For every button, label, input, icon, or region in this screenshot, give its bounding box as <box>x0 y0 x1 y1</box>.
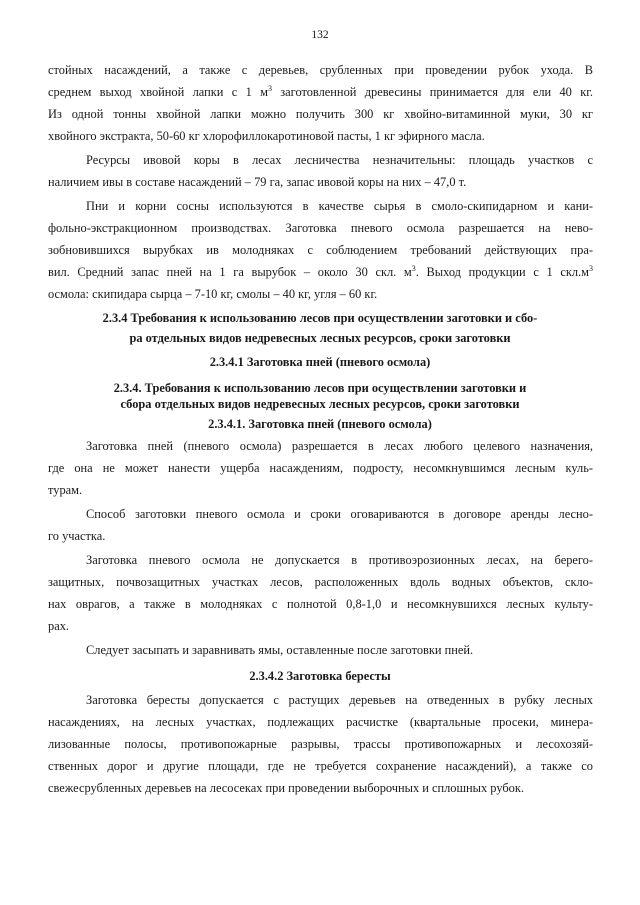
paragraph-5-line-1: Способ заготовки пневого осмола и сроки оговариваются в договоре аренды лесно- <box>86 507 593 521</box>
paragraph-3-line-3: зобновившихся вырубках ив молодняках с соблюдением требований действующих пра- <box>48 243 593 257</box>
paragraph-6-line-4: рах. <box>48 619 69 633</box>
paragraph-3-line-4: вил. Средний запас пней на 1 га вырубок – около 30 скл. $м^3$. Выход продукции с 1 $скл.м^3$ <box>48 264 593 279</box>
page-number: 132 <box>311 29 329 41</box>
paragraph-8-line-4: ственных дорог и другие площади, где не требуется сохранение насаждений), а также со <box>48 759 593 773</box>
subsection-heading-1: 2.3.4.1 Заготовка пней (пневого осмола) <box>209 355 431 369</box>
paragraph-3-line-1: Пни и корни сосны используются в качестве сырья в смоло-скипидарном и кани- <box>86 199 593 213</box>
paragraph-1-line-1: стойных насаждений, а также с деревьев, срубленных при проведении рубок ухода. В <box>48 63 593 77</box>
paragraph-8-line-5: свежесрубленных деревьев на лесосеках при проведении выборочных и сплошных рубок. <box>48 781 524 795</box>
section-heading-2-line-1: 2.3.4. Требования к использованию лесов при осуществлении заготовки и <box>113 381 527 395</box>
paragraph-6-line-1: Заготовка пневого осмола не допускается в противоэрозионных лесах, на берего- <box>86 553 593 567</box>
paragraph-8-line-1: Заготовка бересты допускается с растущих деревьев на отведенных в рубку лесных <box>86 693 593 707</box>
paragraph-4-line-2: где она не может нанести ущерба насаждениям, подросту, несомкнувшимся лесным куль- <box>48 461 593 475</box>
subsection-heading-3: 2.3.4.2 Заготовка бересты <box>249 669 391 683</box>
paragraph-1-line-4: хвойного экстракта, 50-60 кг хлорофиллокаротиновой пасты, 1 кг эфирного масла. <box>48 129 485 143</box>
paragraph-3-line-2: фольно-экстракционном производствах. Заготовка пневого осмола разрешается на нево- <box>48 221 593 235</box>
paragraph-8-line-2: насаждениях, на лесных участках, подлежащих расчистке (квартальные просеки, минера- <box>48 715 593 729</box>
paragraph-1-line-3: Из одной тонны хвойной лапки можно получить 300 кг хвойно-витаминной муки, 30 кг <box>48 107 593 121</box>
subsection-heading-2: 2.3.4.1. Заготовка пней (пневого осмола) <box>208 417 432 431</box>
section-heading-2-line-2: сбора отдельных видов недревесных лесных ресурсов, сроки заготовки <box>120 397 520 411</box>
section-heading-1-line-1: 2.3.4 Требования к использованию лесов при осуществлении заготовки и сбо- <box>102 311 538 325</box>
paragraph-4-line-1: Заготовка пней (пневого осмола) разрешается в лесах любого целевого назначения, <box>86 439 593 453</box>
paragraph-5-line-2: го участка. <box>48 529 106 543</box>
paragraph-6-line-3: нах оврагов, а также в молодняках с полнотой 0,8-1,0 и несомкнувшихся лесных культу- <box>48 597 593 611</box>
paragraph-2-line-1: Ресурсы ивовой коры в лесах лесничества незначительны: площадь участков с <box>86 153 593 167</box>
paragraph-6-line-2: защитных, почвозащитных участках лесов, расположенных вдоль водных объектов, скло- <box>48 575 593 589</box>
paragraph-7-line-1: Следует засыпать и заравнивать ямы, оставленные после заготовки пней. <box>86 643 474 657</box>
section-heading-1-line-2: ра отдельных видов недревесных лесных ресурсов, сроки заготовки <box>129 331 511 345</box>
paragraph-4-line-3: турам. <box>48 483 83 497</box>
paragraph-8-line-3: лизованные полосы, противопожарные разрывы, трассы противопожарных и лесохозяй- <box>48 737 593 751</box>
paragraph-2-line-2: наличием ивы в составе насаждений – 79 га, запас ивовой коры на них – 47,0 т. <box>48 175 467 189</box>
paragraph-1-line-2: среднем выход хвойной лапки с 1 $м^3$ заготовленной древесины принимается для ели 40 кг. <box>48 84 594 99</box>
paragraph-3-line-5: осмола: скипидара сырца – 7-10 кг, смолы – 40 кг, угля – 60 кг. <box>48 287 378 301</box>
